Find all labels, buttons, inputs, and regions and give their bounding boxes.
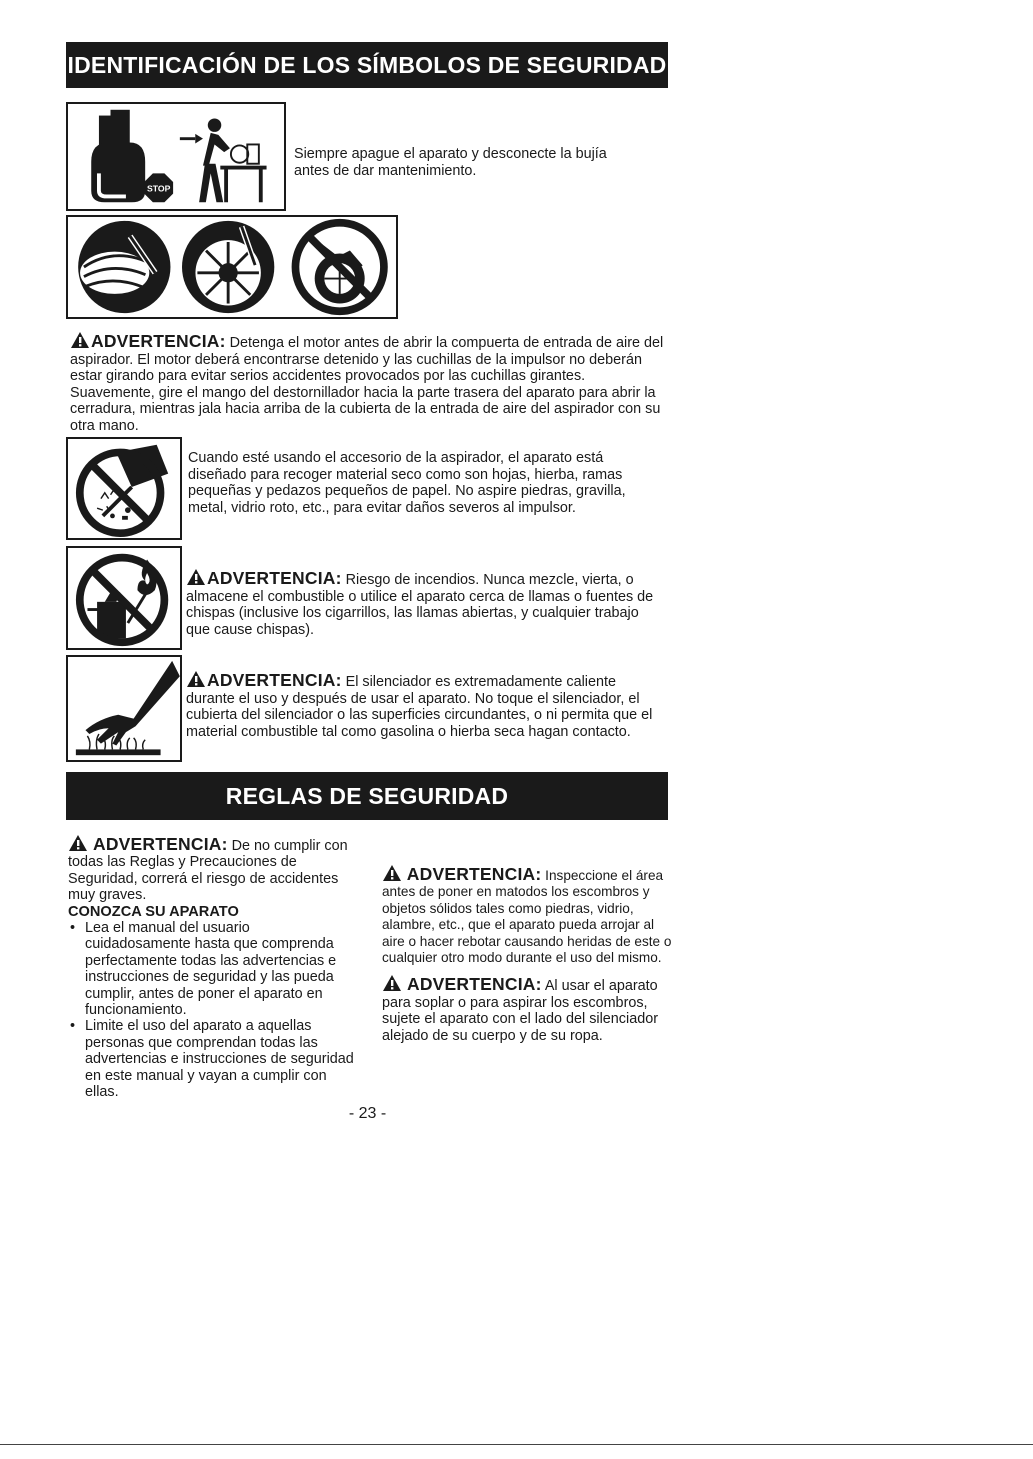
symbol-1-text: Siempre apague el aparato y desconecte la bujía antes de dar mantenimiento. xyxy=(294,146,607,179)
symbol-5-text xyxy=(186,670,656,740)
bottom-divider xyxy=(0,1444,1033,1445)
warning-triangle-icon xyxy=(186,670,206,688)
page-number: - 23 - xyxy=(348,1105,387,1122)
stop-label: STOP xyxy=(146,183,171,194)
warning-text: Al usar el aparato para soplar o para aspirar los escombros, sujete el aparato con el lado del silenciador alejado de su cuerpo y de su ropa. xyxy=(382,978,659,1044)
warning-word: ADVERTENCIA: xyxy=(407,974,542,995)
rules-right-column xyxy=(382,856,674,1044)
warning-word: ADVERTENCIA: xyxy=(91,331,226,351)
no-hard-debris-icon xyxy=(66,437,182,540)
warning-text: Riesgo de incendios. Nunca mezcle, vierta, o almacene el combustible o utilice el aparato cerca de llamas o fuentes de chispas (inclusive los cigarrillos, las llamas abiertas, y cualquier trabajo que cause chispas). xyxy=(186,572,654,638)
warning-word: ADVERTENCIA: xyxy=(93,834,228,854)
symbols-section-title: IDENTIFICACIÓN DE LOS SÍMBOLOS DE SEGURIDAD xyxy=(66,42,668,88)
warning-text: Detenga el motor antes de abrir la compuerta de entrada de aire del aspirador. El motor deberá encontrarse detenido y las cuchillas de la impulsor no deberán estar girando para evitar serios accidentes provocados por las cuchillas girantes. Suavemente, gire el mango del destornillador hacia la parte trasera del aparato para abrir la cerradura, mientras jala hacia arriba de la cubierta de la entrada de aire del aspirador con su otra mano. xyxy=(70,335,664,434)
warning-text: El silenciador es extremadamente caliente durante el uso y después de usar el aparato. No toque el silenciador, el cubierta del silenciador o las superficies circundantes, o ni permita que el material combustible tal como gasolina o hierba seca hagan contacto. xyxy=(186,674,653,740)
warning-word: ADVERTENCIA: xyxy=(207,670,342,690)
no-fire-icon xyxy=(66,546,182,650)
symbol-2-text xyxy=(70,331,670,435)
warning-triangle-icon xyxy=(186,568,206,586)
rules-warning-2 xyxy=(382,864,674,966)
rules-warning-3 xyxy=(382,974,674,1044)
list-item: • Limite el uso del aparato a aquellas personas que comprendan todas las advertencias e instrucciones de seguridad en este manual y vayan a cumplir con ellas. xyxy=(68,1018,358,1100)
stop-maintenance-icon xyxy=(66,102,286,211)
warning-word: ADVERTENCIA: xyxy=(207,568,342,588)
hot-surface-icon xyxy=(66,655,182,762)
warning-triangle-icon xyxy=(70,331,90,349)
rules-section-title: REGLAS DE SEGURIDAD xyxy=(66,772,668,820)
warning-text: Inspeccione el área antes de poner en matodos los escombros y objetos sólidos tales como piedras, vidrio, alambre, etc., que el aparato pueda arrojar al aire o hacer rebotar causando heridas de este o cualquier otro modo durante el uso del mismo. xyxy=(382,868,672,966)
screwdriver-vacuum-inlet-icon xyxy=(66,215,398,319)
warning-triangle-icon xyxy=(382,974,402,992)
rules-warning-1 xyxy=(68,834,358,904)
warning-word: ADVERTENCIA: xyxy=(406,864,542,884)
symbol-4-text xyxy=(186,568,656,638)
warning-text: De no cumplir con todas las Reglas y Precauciones de Seguridad, correrá el riesgo de accidentes muy graves. xyxy=(68,838,348,904)
know-your-unit-heading: CONOZCA SU APARATO xyxy=(68,903,239,920)
warning-triangle-icon xyxy=(68,834,88,852)
symbol-3-text: Cuando esté usando el accesorio de la aspirador, el aparato está diseñado para recoger material seco como son hojas, hierba, ramas pequeñas y pedazos pequeños de papel. No aspire piedras, gravilla, metal, vidrio roto, etc., para evitar daños severos al impulsor. xyxy=(188,450,626,516)
rules-left-column xyxy=(68,834,358,1101)
warning-triangle-icon xyxy=(382,864,402,882)
list-item: • Lea el manual del usuario cuidadosamente hasta que comprenda perfectamente todas las advertencias e instrucciones de seguridad y las pueda cumplir, antes de poner el aparato en funcionamiento. xyxy=(68,920,358,1018)
